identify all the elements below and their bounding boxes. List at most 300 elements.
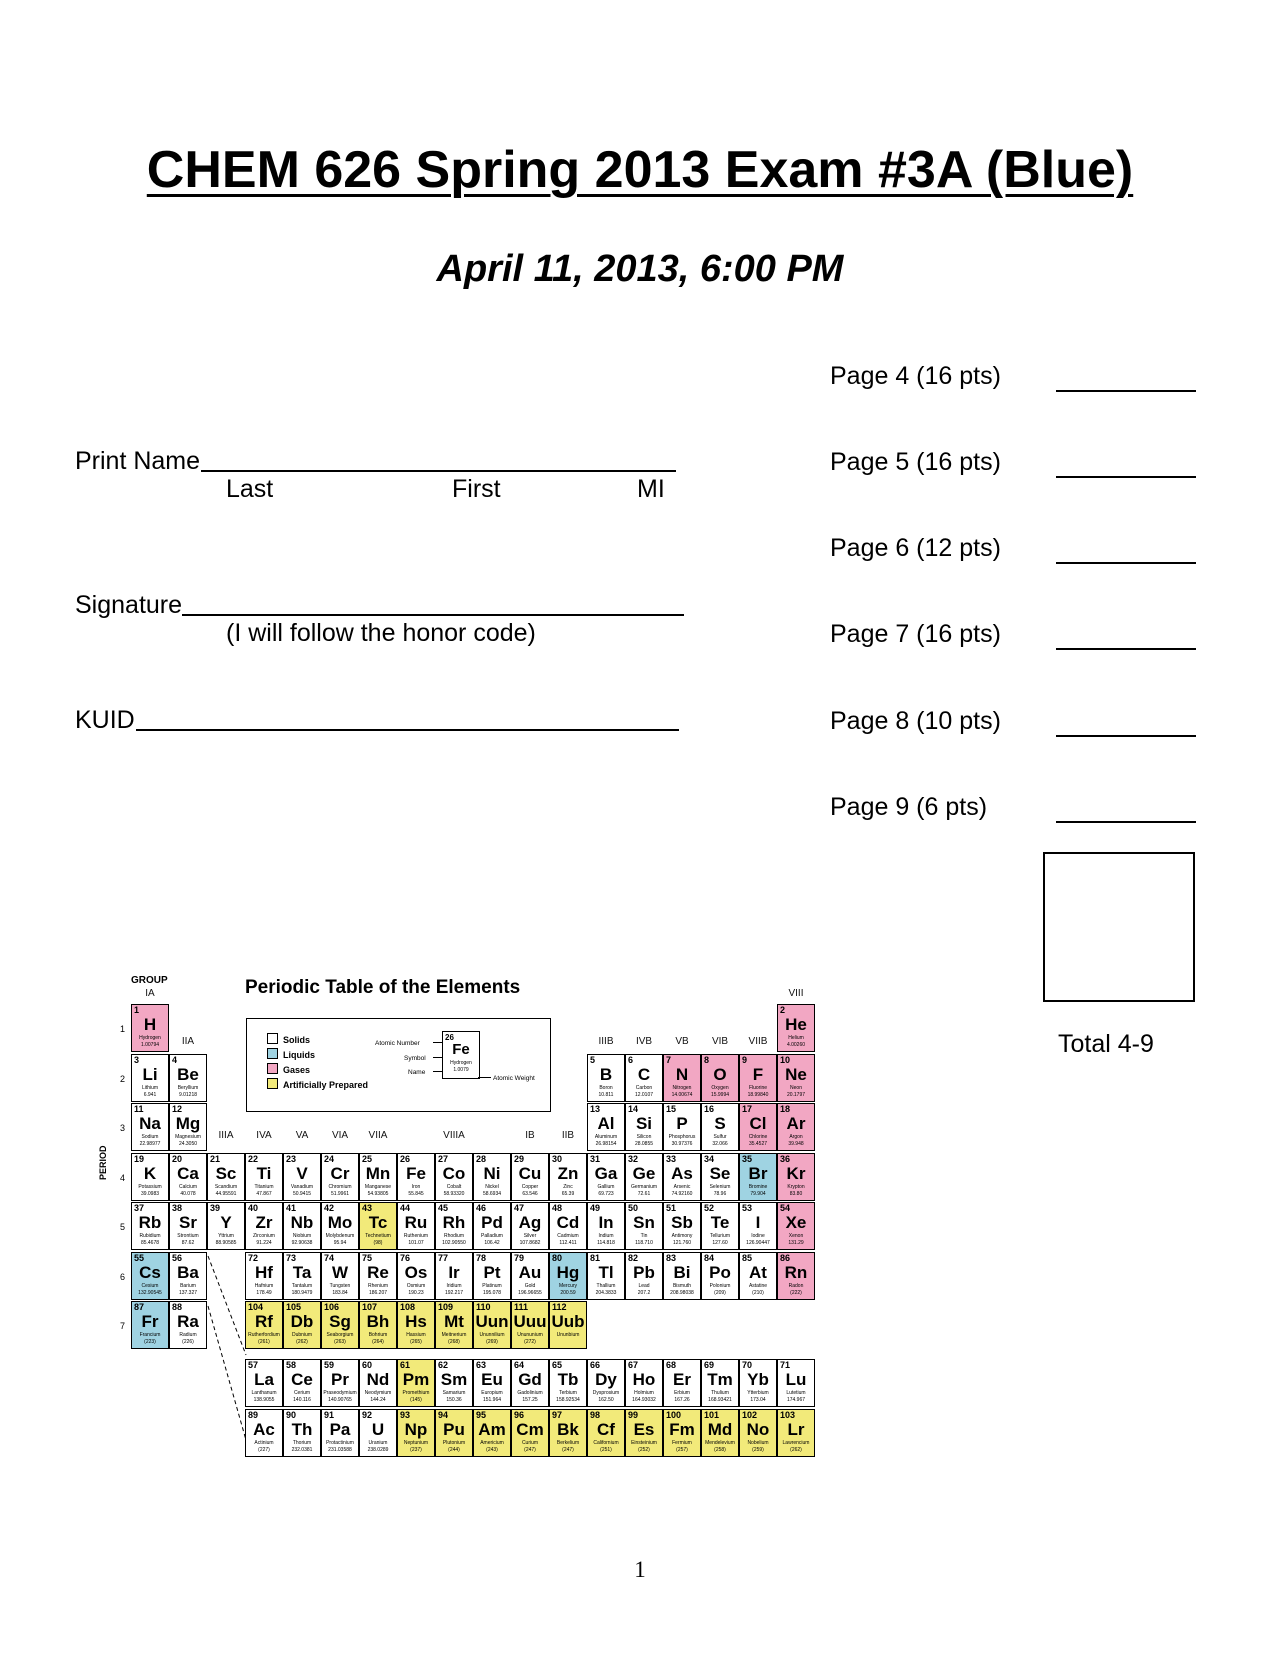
atomic-number: 39 [210, 1203, 221, 1213]
element-cell [663, 1103, 701, 1151]
atomic-weight: 58.6934 [482, 1190, 502, 1197]
element-cell [245, 1409, 283, 1457]
atomic-number: 94 [438, 1409, 449, 1420]
element-name: Potassium [138, 1183, 162, 1190]
element-symbol: Mg [175, 1114, 201, 1133]
atomic-weight: 157.25 [522, 1397, 538, 1403]
element-symbol: Cl [749, 1114, 767, 1133]
atomic-weight: (272) [524, 1339, 536, 1345]
element-symbol: Md [707, 1419, 733, 1439]
element-symbol: Uun [475, 1312, 509, 1331]
element-cell [511, 1202, 549, 1250]
element-cell [625, 1054, 663, 1102]
element-symbol: In [598, 1213, 614, 1232]
element-symbol: Cs [139, 1262, 161, 1282]
element-symbol: Os [404, 1262, 428, 1282]
atomic-number: 31 [590, 1153, 601, 1164]
element-cell [663, 1359, 701, 1407]
score-blank[interactable] [1056, 735, 1196, 737]
atomic-weight: 131.29 [788, 1240, 804, 1246]
atomic-number: 11 [134, 1104, 144, 1114]
element-name: Manganese [364, 1183, 392, 1190]
element-cell [549, 1252, 587, 1300]
atomic-number: 96 [514, 1409, 525, 1420]
atomic-weight: 79.904 [750, 1190, 766, 1197]
atomic-weight: 200.59 [560, 1289, 576, 1296]
element-name: Scandium [214, 1183, 238, 1190]
element-symbol: Pa [329, 1419, 351, 1439]
legend-artificial: Artificially Prepared [283, 1080, 369, 1090]
element-cell [131, 1202, 169, 1250]
element-name: Yttrium [218, 1233, 234, 1239]
element-name: Bismuth [672, 1282, 692, 1289]
atomic-number: 24 [324, 1153, 335, 1164]
group-number: IA [145, 988, 155, 999]
element-symbol: Hf [255, 1262, 273, 1282]
element-symbol: F [752, 1064, 764, 1084]
atomic-weight: 15.9994 [710, 1091, 730, 1098]
score-label: Page 4 (16 pts) [830, 362, 1001, 390]
atomic-weight: 102.90550 [442, 1240, 466, 1246]
atomic-weight: 101.07 [408, 1240, 424, 1246]
score-blank[interactable] [1056, 562, 1196, 564]
element-name: Europium [481, 1390, 503, 1396]
element-name: Protactinium [326, 1439, 354, 1446]
element-symbol: Hg [556, 1262, 580, 1282]
element-name: Terbium [559, 1390, 577, 1396]
middle-initial-caption: MI [637, 475, 665, 503]
atomic-number: 51 [666, 1203, 677, 1213]
element-symbol: Ne [785, 1064, 807, 1084]
atomic-number: 42 [324, 1203, 335, 1213]
element-cell [397, 1153, 435, 1201]
atomic-weight: (264) [372, 1339, 384, 1345]
element-symbol: Fr [141, 1312, 159, 1331]
element-cell [321, 1301, 359, 1349]
atomic-number: 29 [514, 1153, 525, 1164]
element-name: Zinc [563, 1183, 573, 1190]
atomic-number: 77 [438, 1252, 449, 1263]
atomic-number: 44 [400, 1203, 411, 1213]
element-name: Erbium [674, 1390, 690, 1396]
element-cell [169, 1153, 207, 1201]
element-name: Indium [598, 1233, 614, 1239]
atomic-number: 41 [286, 1203, 297, 1213]
atomic-number: 47 [514, 1203, 525, 1213]
element-cell [777, 1004, 815, 1052]
element-cell [701, 1054, 739, 1102]
element-cell [739, 1153, 777, 1201]
element-cell [777, 1202, 815, 1250]
atomic-weight: 88.90585 [215, 1240, 237, 1246]
element-symbol: Gd [518, 1370, 542, 1389]
atomic-number: 80 [552, 1252, 563, 1263]
element-cell [473, 1153, 511, 1201]
element-name: Lead [638, 1282, 650, 1289]
element-symbol: Mo [327, 1213, 353, 1232]
score-row [830, 620, 1196, 654]
element-symbol: Dy [595, 1370, 617, 1389]
atomic-number: 23 [286, 1153, 297, 1164]
element-symbol: Re [367, 1262, 389, 1282]
element-name: Lutetium [786, 1390, 806, 1396]
atomic-number: 84 [704, 1252, 715, 1263]
element-name: Calcium [178, 1183, 198, 1190]
atomic-weight: 22.98977 [139, 1141, 161, 1147]
element-name: Mercury [558, 1282, 578, 1289]
element-symbol: Xe [785, 1213, 807, 1232]
atomic-number: 36 [780, 1153, 791, 1164]
element-symbol: Bk [557, 1419, 579, 1439]
element-cell [321, 1202, 359, 1250]
atomic-number: 53 [742, 1203, 753, 1213]
score-blank[interactable] [1056, 476, 1196, 478]
atomic-number: 15 [666, 1104, 677, 1114]
element-name: Niobium [292, 1233, 312, 1239]
element-name: Strontium [177, 1233, 199, 1239]
element-symbol: Db [290, 1312, 314, 1331]
element-symbol: Sm [440, 1370, 468, 1389]
element-cell [739, 1103, 777, 1151]
element-cell [435, 1409, 473, 1457]
element-cell [207, 1153, 245, 1201]
atomic-weight: (226) [182, 1339, 194, 1345]
element-symbol: Zn [557, 1163, 579, 1183]
element-cell [587, 1054, 625, 1102]
atomic-weight: 107.8682 [519, 1240, 541, 1246]
element-cell [359, 1301, 397, 1349]
atomic-number: 108 [400, 1302, 416, 1312]
element-symbol: Li [142, 1064, 158, 1084]
atomic-weight: 50.9415 [292, 1190, 312, 1197]
score-blank[interactable] [1056, 648, 1196, 650]
atomic-number: 32 [628, 1153, 639, 1164]
key-example-number: 26 [445, 1033, 454, 1042]
atomic-weight: 39.0983 [140, 1190, 160, 1197]
atomic-weight: 140.116 [293, 1397, 311, 1403]
atomic-number: 25 [362, 1153, 373, 1164]
element-cell [625, 1202, 663, 1250]
element-name: Iodine [751, 1233, 765, 1239]
score-blank[interactable] [1056, 821, 1196, 823]
element-cell [321, 1359, 359, 1407]
atomic-weight: (227) [258, 1446, 270, 1453]
element-name: Radon [788, 1282, 804, 1289]
atomic-weight: 74.92160 [671, 1190, 693, 1197]
atomic-weight: 150.36 [446, 1397, 462, 1403]
atomic-weight: 238.0289 [367, 1446, 389, 1453]
atomic-number: 2 [780, 1005, 786, 1015]
element-symbol: Pb [633, 1262, 655, 1282]
element-name: Francium [139, 1332, 161, 1338]
element-name: Copper [521, 1183, 539, 1190]
element-symbol: Yb [747, 1370, 769, 1389]
period-number: 6 [120, 1271, 126, 1282]
atomic-weight: 112.411 [559, 1240, 577, 1246]
element-cell [397, 1252, 435, 1300]
element-cell [169, 1202, 207, 1250]
element-name: Uranium [368, 1439, 388, 1446]
atomic-weight: 4.00260 [786, 1042, 806, 1048]
element-symbol: Ga [594, 1163, 618, 1183]
atomic-weight: 173.04 [750, 1397, 766, 1403]
atomic-number: 30 [552, 1153, 563, 1164]
element-cell [131, 1004, 169, 1052]
print-name-line[interactable] [201, 470, 676, 472]
element-name: Gallium [597, 1183, 615, 1190]
atomic-number: 83 [666, 1252, 677, 1263]
group-number: VIIIA [443, 1130, 465, 1141]
atomic-number: 57 [248, 1360, 259, 1370]
element-name: Americium [480, 1439, 504, 1446]
atomic-number: 72 [248, 1252, 259, 1263]
element-cell [701, 1359, 739, 1407]
key-example-symbol: Fe [452, 1041, 470, 1058]
atomic-number: 10 [780, 1054, 791, 1065]
legend-gases: Gases [283, 1065, 311, 1075]
atomic-number: 55 [134, 1252, 145, 1263]
atomic-number: 76 [400, 1252, 411, 1263]
element-name: Iron [411, 1183, 421, 1190]
atomic-number: 86 [780, 1252, 791, 1263]
period-number: 5 [120, 1222, 126, 1232]
element-cell [777, 1359, 815, 1407]
period-number: 3 [120, 1123, 126, 1133]
element-symbol: La [254, 1370, 274, 1389]
element-name: Promethium [402, 1390, 430, 1396]
kuid-line[interactable] [136, 729, 679, 731]
element-cell [587, 1252, 625, 1300]
key-example-name: Hydrogen [450, 1060, 472, 1066]
element-cell [625, 1153, 663, 1201]
element-symbol: Eu [481, 1370, 503, 1389]
element-name: Barium [180, 1282, 196, 1289]
atomic-weight: 87.62 [181, 1240, 195, 1246]
element-cell [131, 1301, 169, 1349]
element-name: Silicon [636, 1134, 652, 1140]
element-name: Hydrogen [139, 1035, 161, 1041]
key-example-weight: 1.0079 [453, 1067, 469, 1073]
atomic-number: 5 [590, 1054, 596, 1065]
score-row [830, 362, 1196, 396]
element-name: Carbon [635, 1084, 653, 1091]
element-name: Ruthenium [403, 1233, 429, 1239]
key-symbol: Symbol [404, 1055, 426, 1062]
atomic-weight: 26.98154 [595, 1141, 617, 1147]
element-symbol: Ni [483, 1163, 501, 1183]
signature-line[interactable] [182, 614, 684, 616]
score-label: Page 8 (10 pts) [830, 707, 1001, 735]
key-atomic-number: Atomic Number [375, 1040, 420, 1047]
score-label: Page 5 (16 pts) [830, 448, 1001, 476]
element-cell [359, 1153, 397, 1201]
atomic-number: 107 [362, 1302, 378, 1312]
element-name: Cadmium [557, 1233, 579, 1239]
atomic-number: 45 [438, 1203, 449, 1213]
element-name: Beryllium [177, 1084, 199, 1091]
element-name: Sodium [141, 1134, 159, 1140]
element-cell [131, 1153, 169, 1201]
element-symbol: H [143, 1015, 157, 1034]
atomic-weight: 91.224 [256, 1240, 272, 1246]
element-name: Fermium [672, 1439, 692, 1446]
atomic-weight: 65.39 [561, 1190, 575, 1197]
element-name: Gadolinium [517, 1390, 543, 1396]
atomic-number: 4 [172, 1054, 178, 1065]
atomic-number: 1 [134, 1005, 140, 1015]
element-cell [587, 1103, 625, 1151]
atomic-weight: 183.84 [332, 1289, 348, 1296]
element-symbol: Po [709, 1262, 731, 1282]
atomic-number: 26 [400, 1153, 411, 1164]
element-name: Lithium [141, 1084, 159, 1091]
atomic-number: 97 [552, 1409, 563, 1420]
element-symbol: Tc [368, 1213, 388, 1232]
element-name: Seaborgium [326, 1332, 354, 1338]
atomic-weight: 180.9479 [291, 1289, 313, 1296]
atomic-weight: 144.24 [370, 1397, 386, 1403]
element-cell [777, 1153, 815, 1201]
atomic-weight: (262) [790, 1446, 802, 1453]
atomic-weight: (263) [334, 1339, 346, 1345]
atomic-number: 3 [134, 1054, 140, 1065]
element-name: Selenium [709, 1183, 731, 1190]
atomic-number: 28 [476, 1153, 487, 1164]
element-cell [473, 1252, 511, 1300]
atomic-number: 85 [742, 1252, 753, 1263]
element-cell [169, 1103, 207, 1151]
atomic-weight: 208.98038 [670, 1289, 694, 1296]
element-symbol: Na [139, 1114, 161, 1133]
key-atomic-weight: Atomic Weight [493, 1075, 535, 1082]
element-name: Berkelium [556, 1439, 580, 1446]
group-number: VIIA [368, 1130, 388, 1141]
atomic-number: 66 [590, 1360, 601, 1370]
element-cell [777, 1103, 815, 1151]
element-cell [511, 1301, 549, 1349]
atomic-weight: (265) [410, 1339, 422, 1345]
element-name: Phosphorus [668, 1134, 696, 1140]
element-cell [283, 1409, 321, 1457]
atomic-number: 75 [362, 1252, 373, 1263]
element-symbol: Ta [292, 1262, 312, 1282]
element-cell [663, 1153, 701, 1201]
atomic-weight: 164.93032 [632, 1397, 656, 1403]
solid-swatch [267, 1033, 278, 1044]
atomic-weight: 178.49 [256, 1289, 272, 1296]
atomic-weight: 127.60 [712, 1240, 728, 1246]
element-symbol: Rb [138, 1213, 162, 1232]
period-number: 2 [120, 1073, 126, 1084]
element-name: Radium [179, 1332, 197, 1338]
atomic-weight: 10.811 [598, 1091, 614, 1098]
atomic-number: 14 [628, 1104, 639, 1114]
element-cell [321, 1252, 359, 1300]
atomic-number: 37 [134, 1203, 145, 1213]
element-symbol: Np [404, 1419, 428, 1439]
atomic-weight: 126.90447 [746, 1240, 770, 1246]
group-label: GROUP [131, 975, 168, 986]
total-score-box[interactable] [1043, 852, 1195, 1002]
element-cell [625, 1252, 663, 1300]
atomic-number: 20 [172, 1153, 183, 1164]
atomic-number: 59 [324, 1360, 335, 1370]
atomic-weight: 72.61 [637, 1190, 651, 1197]
atomic-weight: 55.845 [408, 1190, 424, 1197]
element-cell [701, 1409, 739, 1457]
element-symbol: C [637, 1064, 651, 1084]
print-name-label: Print Name [75, 447, 201, 475]
element-symbol: Pm [402, 1370, 430, 1389]
group-number: VIA [331, 1130, 349, 1141]
atomic-number: 111 [514, 1302, 529, 1312]
element-name: Lanthanum [251, 1390, 277, 1396]
atomic-weight: 47.867 [256, 1190, 272, 1197]
atomic-number: 58 [286, 1360, 297, 1370]
score-blank[interactable] [1056, 390, 1196, 392]
element-symbol: Cf [597, 1419, 615, 1439]
element-symbol: Am [478, 1419, 506, 1439]
element-name: Curium [521, 1439, 539, 1446]
atomic-number: 78 [476, 1252, 487, 1263]
atomic-number: 93 [400, 1409, 411, 1420]
atomic-weight: (251) [600, 1446, 612, 1453]
page-number: 1 [634, 1557, 646, 1582]
element-cell [435, 1252, 473, 1300]
element-symbol: Ac [253, 1419, 275, 1439]
element-symbol: Pd [481, 1213, 503, 1232]
element-name: Tungsten [329, 1282, 351, 1289]
atomic-weight: 78.96 [713, 1190, 727, 1197]
atomic-number: 12 [172, 1104, 183, 1114]
element-cell [701, 1103, 739, 1151]
atomic-number: 52 [704, 1203, 715, 1213]
element-symbol: Ag [518, 1213, 542, 1232]
element-symbol: Sb [671, 1213, 693, 1232]
element-name: Lawrencium [782, 1439, 810, 1446]
element-cell [511, 1409, 549, 1457]
element-symbol: O [713, 1064, 727, 1084]
element-cell [359, 1252, 397, 1300]
element-name: Polonium [709, 1282, 731, 1289]
atomic-number: 40 [248, 1203, 259, 1213]
element-name: Cerium [293, 1390, 311, 1396]
atomic-weight: 207.2 [637, 1289, 651, 1296]
atomic-number: 73 [286, 1252, 297, 1263]
element-symbol: Nb [290, 1213, 314, 1232]
atomic-weight: 106.42 [484, 1240, 500, 1246]
element-cell [397, 1202, 435, 1250]
element-cell [359, 1202, 397, 1250]
element-symbol: V [296, 1163, 308, 1183]
periodic-legend [246, 1018, 551, 1112]
atomic-number: 81 [590, 1252, 601, 1263]
atomic-weight: (259) [752, 1446, 764, 1453]
element-name: Platinum [482, 1282, 502, 1289]
element-cell [245, 1153, 283, 1201]
atomic-weight: 158.92534 [556, 1397, 580, 1403]
element-symbol: Te [710, 1213, 730, 1232]
atomic-weight: 1.00794 [140, 1042, 160, 1048]
element-cell [511, 1153, 549, 1201]
element-name: Cesium [141, 1282, 159, 1289]
element-cell [663, 1252, 701, 1300]
element-name: Astatine [748, 1282, 768, 1289]
element-cell [435, 1153, 473, 1201]
element-symbol: Ce [291, 1370, 313, 1389]
atomic-number: 63 [476, 1360, 487, 1370]
atomic-number: 67 [628, 1360, 639, 1370]
